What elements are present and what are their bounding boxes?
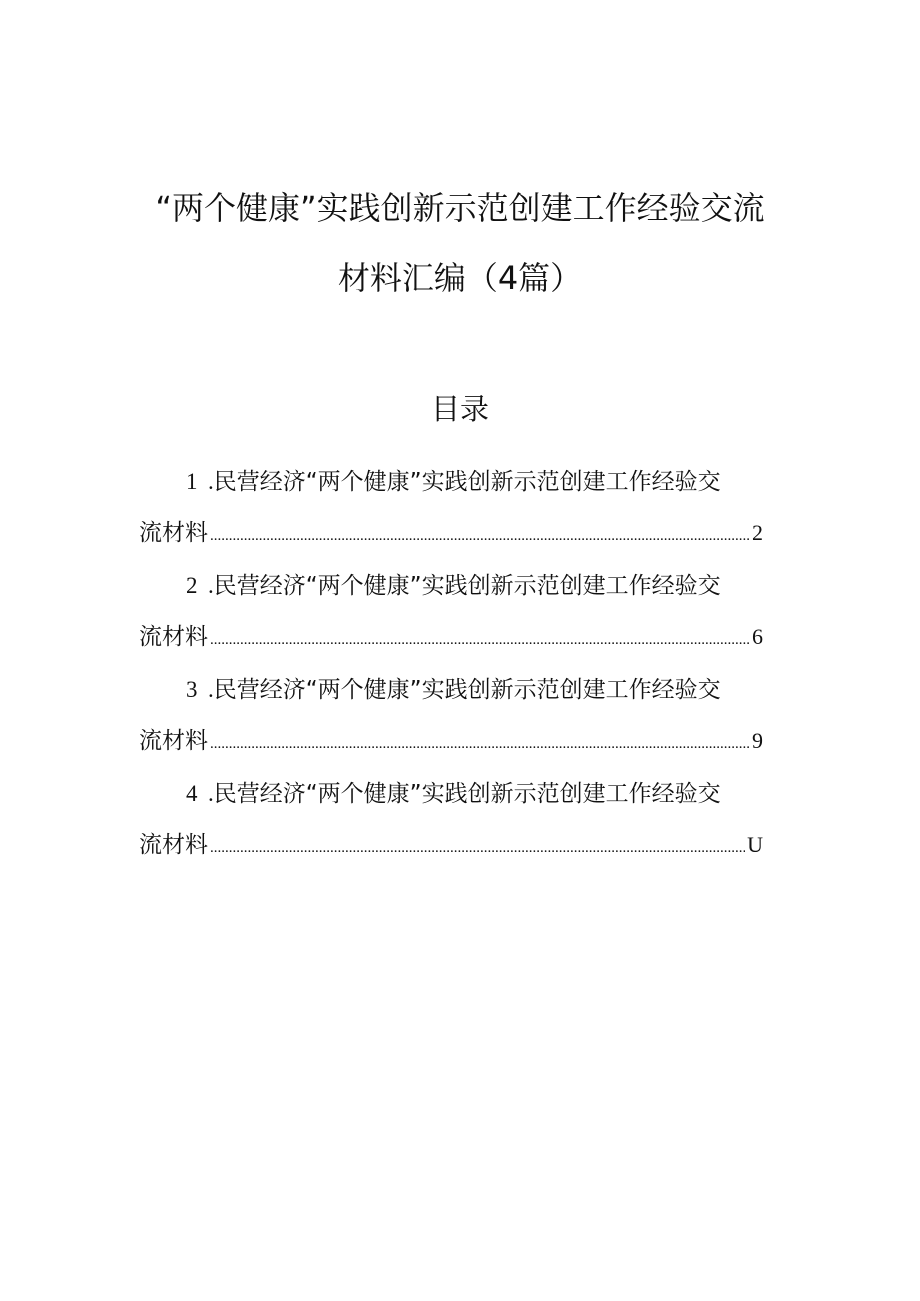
toc-entry-4[interactable] bbox=[0, 782, 920, 872]
toc-entry-title-continued: 流材料 bbox=[139, 728, 208, 754]
toc-dot-leader bbox=[210, 529, 750, 544]
toc-entry-dot: . bbox=[208, 573, 214, 598]
toc-entry-dot: . bbox=[208, 781, 214, 806]
toc-page-number: U bbox=[747, 832, 763, 857]
toc-entry-line-1 bbox=[186, 470, 721, 494]
toc-page-number: 6 bbox=[752, 624, 763, 649]
toc-entry-line-1 bbox=[186, 678, 721, 702]
toc-entry-line-1 bbox=[186, 782, 721, 806]
toc-entry-title: 民营经济“两个健康”实践创新示范创建工作经验交 bbox=[213, 781, 721, 807]
toc-dot-leader bbox=[210, 633, 750, 648]
toc-entry-line-2 bbox=[139, 522, 769, 545]
toc-entry-2[interactable] bbox=[0, 574, 920, 664]
toc-entry-title: 民营经济“两个健康”实践创新示范创建工作经验交 bbox=[213, 677, 721, 703]
toc-page-number: 9 bbox=[752, 728, 763, 753]
toc-entry-number: 2 bbox=[186, 573, 198, 598]
toc-dot-leader bbox=[210, 737, 750, 752]
toc-entry-title-continued: 流材料 bbox=[139, 832, 208, 858]
toc-entry-number: 4 bbox=[186, 781, 198, 806]
toc-entry-1[interactable] bbox=[0, 470, 920, 560]
toc-entry-line-2 bbox=[139, 834, 769, 857]
toc-entry-line-1 bbox=[186, 574, 721, 598]
document-title-line-1: “两个健康”实践创新示范创建工作经验交流 bbox=[155, 189, 765, 227]
toc-entry-title-continued: 流材料 bbox=[139, 624, 208, 650]
toc-page-number: 2 bbox=[752, 520, 763, 545]
toc-dot-leader bbox=[210, 841, 745, 856]
toc-entry-title-continued: 流材料 bbox=[139, 520, 208, 546]
toc-entry-dot: . bbox=[208, 677, 214, 702]
toc-entry-number: 3 bbox=[186, 677, 198, 702]
toc-entry-dot: . bbox=[208, 469, 214, 494]
toc-entry-line-2 bbox=[139, 730, 769, 753]
toc-entry-title: 民营经济“两个健康”实践创新示范创建工作经验交 bbox=[213, 573, 721, 599]
document-title-line-2: 材料汇编（4篇） bbox=[337, 259, 583, 297]
toc-entry-line-2 bbox=[139, 626, 769, 649]
toc-entry-3[interactable] bbox=[0, 678, 920, 768]
toc-entry-title: 民营经济“两个健康”实践创新示范创建工作经验交 bbox=[213, 469, 721, 495]
toc-heading: 目录 bbox=[430, 392, 489, 426]
toc-entry-number: 1 bbox=[186, 469, 198, 494]
